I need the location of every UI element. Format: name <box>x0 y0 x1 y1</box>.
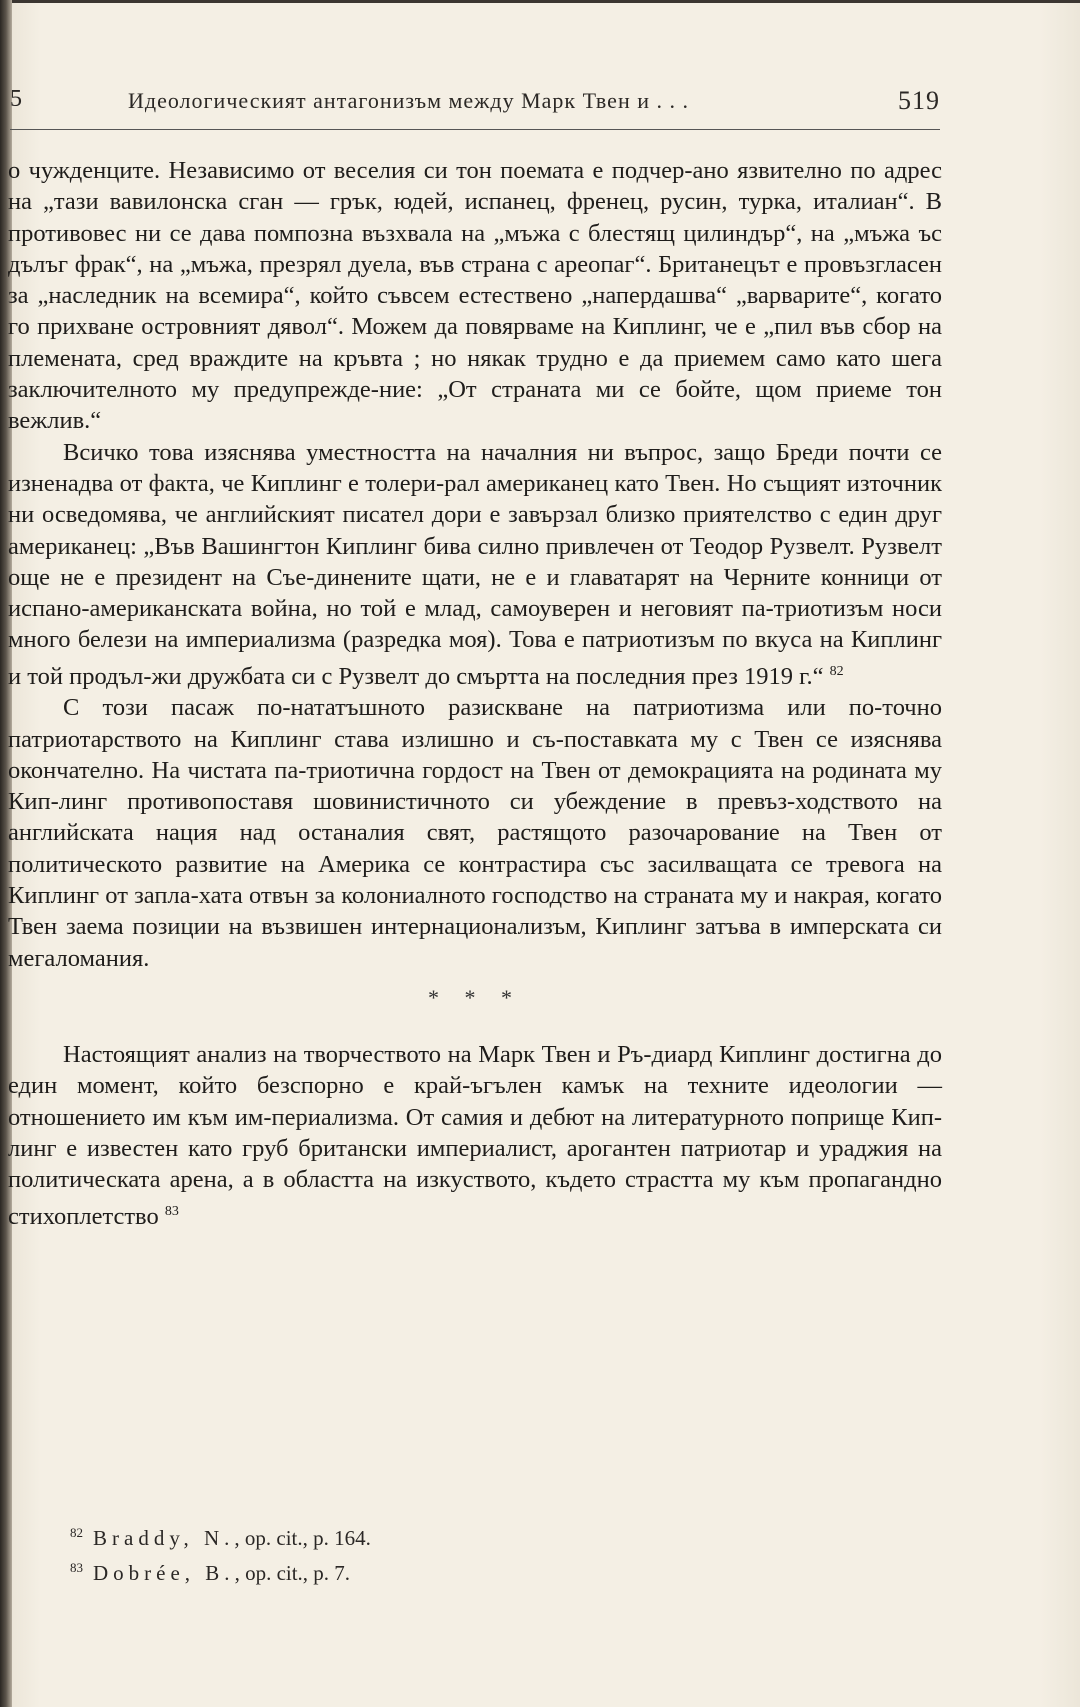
running-title: Идеологическият антагонизъм между Марк Твен и . . . <box>128 88 689 113</box>
footnote-number: 82 <box>70 1525 83 1540</box>
page-number: 519 <box>898 86 940 115</box>
paragraph-2-text: Всичко това изяснява уместността на началния ни въпрос, защо Бреди почти се изненадва от факта, че Киплинг е толери-рал американец като Твен. Но същият източник ни осведомява, че английският писател дори е завързал близко приятелство с един друг американец: „Във Вашингтон Киплинг бива силно привлечен от Теодор Рузвелт. Рузвелт още не е президент на Съе-динените щати, не е и главатарят на Черните конници от испано-американската война, но той е млад, самоуверен и неговият па-триотизъм носи много белези на империализма (разредка моя). Това е патриотизъм по вкуса на Киплинг и той продъл-жи дружбата си с Рузвелт до смъртта на последния през 1919 г.“ <box>8 438 942 690</box>
footnote-83 <box>70 1553 770 1588</box>
footnote-82 <box>70 1518 770 1553</box>
footnote-citation: , op. cit., p. 164. <box>234 1526 371 1550</box>
footnote-author: Braddy, N. <box>93 1526 235 1550</box>
main-text <box>8 155 942 1232</box>
running-header <box>10 86 940 120</box>
footnote-citation: , op. cit., p. 7. <box>234 1561 351 1585</box>
footnote-author: Dobrée, B. <box>93 1561 235 1585</box>
paragraph-4 <box>8 1039 942 1232</box>
footnote-number: 83 <box>70 1560 83 1575</box>
paragraph-3-text: С този пасаж по-нататъшното разискване на патриотизма или по-точно патриотарството на Киплинг става излишно и съ-поставката му с Твен се изяснява окончателно. На чистата па-триотична гордост на Твен от демокрацията на родината му Кип-линг противопоставя шовинистичното си убеждение в превъз-ходството на английската нация над останалия свят, растящото разочарование на Твен от политическото развитие на Америка се контрастира със засилващата се тревога на Киплинг от запла-хата отвън за колониалното господство на страната му и накрая, когато Твен заема позиции на възвишен интернационализъм, Киплинг затъва в имперската си мегаломания. <box>8 694 942 972</box>
footnote-ref-83[interactable]: 83 <box>164 1203 179 1219</box>
footnote-ref-82[interactable]: 82 <box>829 663 844 679</box>
top-edge-rule <box>12 0 1080 3</box>
paragraph-3 <box>8 692 942 974</box>
header-rule <box>10 129 940 130</box>
paragraph-1 <box>8 155 942 437</box>
section-break-stars: * * * <box>428 984 522 1010</box>
paragraph-4-text: Настоящият анализ на творчеството на Марк Твен и Ръ-диард Киплинг достигна до един момент, който безспорно е край-ъгълен камък на техните идеологии — отношението им към им-периализма. От самия и дебют на литературното поприще Кип-линг е известен като груб британски империалист, арогантен патриотар и ураджия на политическата арена, а в областта на изкуството, където страстта му към пропагандно стихоплетство <box>8 1041 942 1230</box>
paragraph-1-text: о чужденците. Независимо от веселия си тон поемата е подчер-ано язвително по адрес на „тази вавилонска сган — грък, юдей, испанец, френец, русин, турка, италиан“. В противовес ни се дава помпозна възхвала на „мъжа с блестящ цилиндър“, на „мъжа ъс дълъг фрак“, на „мъжа, презрял дуела, във страна с ареопаг“. Британецът е провъзгласен за „наследник на всемира“, който съвсем естествено „напердашва“ „варварите“, когато го прихване островният дявол“. Можем да повярваме на Киплинг, че е „пил във сбор на племената, сред враждите на кръвта ; но някак трудно е да приемем само като шега заключителното му предупрежде-ние: „От страната ми се бойте, щом приеме тон вежлив.“ <box>8 157 942 435</box>
paragraph-2 <box>8 437 942 693</box>
footnotes <box>70 1518 770 1588</box>
previous-page-fragment: 5 <box>10 86 22 112</box>
